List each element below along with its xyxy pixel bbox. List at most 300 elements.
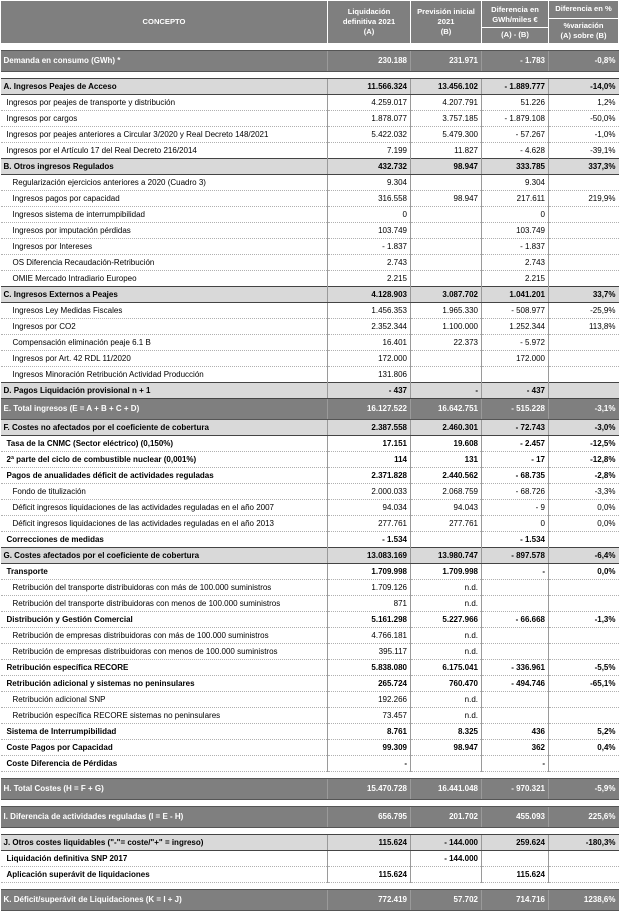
table-row bbox=[1, 95, 619, 111]
row-label: Retribución adicional y sistemas no peninsulares bbox=[1, 676, 328, 692]
row-label: Déficit ingresos liquidaciones de las actividades reguladas en el año 2007 bbox=[1, 500, 328, 516]
value-variacion: -3,0% bbox=[549, 420, 619, 436]
spacer-cell bbox=[1, 800, 619, 807]
value-liquidacion: - 1.534 bbox=[328, 532, 411, 548]
value-variacion bbox=[549, 367, 619, 383]
value-diferencia: 436 bbox=[482, 724, 549, 740]
value-diferencia: - 1.534 bbox=[482, 532, 549, 548]
value-liquidacion: 230.188 bbox=[328, 51, 411, 72]
table-row bbox=[1, 452, 619, 468]
value-liquidacion: 316.558 bbox=[328, 191, 411, 207]
row-label: Ingresos por imputación pérdidas bbox=[1, 223, 328, 239]
value-liquidacion: 99.309 bbox=[328, 740, 411, 756]
row-label: Ingresos por Art. 42 RDL 11/2020 bbox=[1, 351, 328, 367]
value-diferencia: 217.611 bbox=[482, 191, 549, 207]
value-variacion bbox=[549, 628, 619, 644]
value-diferencia: - 437 bbox=[482, 383, 549, 399]
header-col-b-line3: (B) bbox=[440, 27, 452, 36]
value-diferencia: - 1.889.777 bbox=[482, 79, 549, 95]
row-label: D. Pagos Liquidación provisional n + 1 bbox=[1, 383, 328, 399]
header-col-d bbox=[549, 1, 619, 44]
total-row bbox=[1, 779, 619, 800]
table-row bbox=[1, 644, 619, 660]
value-diferencia bbox=[482, 628, 549, 644]
value-diferencia: - 17 bbox=[482, 452, 549, 468]
row-label: H. Total Costes (H = F + G) bbox=[1, 779, 328, 800]
row-label: Ingresos por peajes de transporte y distribución bbox=[1, 95, 328, 111]
value-prevision bbox=[411, 175, 482, 191]
value-prevision: n.d. bbox=[411, 644, 482, 660]
total-row bbox=[1, 807, 619, 828]
value-liquidacion: 1.709.998 bbox=[328, 564, 411, 580]
value-diferencia: 1.252.344 bbox=[482, 319, 549, 335]
row-label: Retribución adicional SNP bbox=[1, 692, 328, 708]
value-variacion bbox=[549, 383, 619, 399]
value-variacion: -5,5% bbox=[549, 660, 619, 676]
value-prevision bbox=[411, 532, 482, 548]
value-variacion bbox=[549, 239, 619, 255]
value-liquidacion: 2.352.344 bbox=[328, 319, 411, 335]
value-liquidacion: 4.259.017 bbox=[328, 95, 411, 111]
value-liquidacion bbox=[328, 851, 411, 867]
value-prevision: 277.761 bbox=[411, 516, 482, 532]
value-prevision: 98.947 bbox=[411, 159, 482, 175]
value-prevision: 4.207.791 bbox=[411, 95, 482, 111]
value-variacion: 0,0% bbox=[549, 516, 619, 532]
table-row bbox=[1, 532, 619, 548]
table-row bbox=[1, 207, 619, 223]
header-concepto: CONCEPTO bbox=[1, 1, 328, 44]
value-liquidacion: 5.161.298 bbox=[328, 612, 411, 628]
value-liquidacion: 772.419 bbox=[328, 890, 411, 911]
value-variacion bbox=[549, 692, 619, 708]
table-row bbox=[1, 255, 619, 271]
value-diferencia: 362 bbox=[482, 740, 549, 756]
value-prevision: 22.373 bbox=[411, 335, 482, 351]
value-variacion: 0,0% bbox=[549, 564, 619, 580]
value-diferencia: 2.743 bbox=[482, 255, 549, 271]
value-variacion: -0,8% bbox=[549, 51, 619, 72]
value-prevision: 98.947 bbox=[411, 191, 482, 207]
value-variacion: 219,9% bbox=[549, 191, 619, 207]
table-row bbox=[1, 596, 619, 612]
value-variacion: -1,0% bbox=[549, 127, 619, 143]
table-row bbox=[1, 484, 619, 500]
value-liquidacion: 4.128.903 bbox=[328, 287, 411, 303]
spacer-cell bbox=[1, 828, 619, 835]
value-liquidacion: 2.215 bbox=[328, 271, 411, 287]
value-variacion: 33,7% bbox=[549, 287, 619, 303]
value-prevision: 16.642.751 bbox=[411, 399, 482, 420]
row-label: Retribución de empresas distribuidoras con más de 100.000 suministros bbox=[1, 628, 328, 644]
value-liquidacion: 2.743 bbox=[328, 255, 411, 271]
value-variacion bbox=[549, 207, 619, 223]
row-label: Ingresos Ley Medidas Fiscales bbox=[1, 303, 328, 319]
value-liquidacion: 11.566.324 bbox=[328, 79, 411, 95]
value-liquidacion: - 1.837 bbox=[328, 239, 411, 255]
value-diferencia: - 57.267 bbox=[482, 127, 549, 143]
spacer-row bbox=[1, 772, 619, 779]
value-prevision: 19.608 bbox=[411, 436, 482, 452]
value-prevision: 94.043 bbox=[411, 500, 482, 516]
value-diferencia: - bbox=[482, 756, 549, 772]
row-label: Tasa de la CNMC (Sector eléctrico) (0,150%) bbox=[1, 436, 328, 452]
value-diferencia: - 515.228 bbox=[482, 399, 549, 420]
value-variacion bbox=[549, 644, 619, 660]
value-prevision bbox=[411, 207, 482, 223]
value-variacion: -14,0% bbox=[549, 79, 619, 95]
row-label: Coste Diferencia de Pérdidas bbox=[1, 756, 328, 772]
row-label: C. Ingresos Externos a Peajes bbox=[1, 287, 328, 303]
value-variacion: -65,1% bbox=[549, 676, 619, 692]
row-label: Pagos de anualidades déficit de actividades reguladas bbox=[1, 468, 328, 484]
value-variacion bbox=[549, 756, 619, 772]
value-liquidacion: 17.151 bbox=[328, 436, 411, 452]
value-diferencia: - 68.735 bbox=[482, 468, 549, 484]
value-prevision: 131 bbox=[411, 452, 482, 468]
row-label: J. Otros costes liquidables ("-"= coste/"+" = ingreso) bbox=[1, 835, 328, 851]
value-liquidacion: 2.000.033 bbox=[328, 484, 411, 500]
value-diferencia: 259.624 bbox=[482, 835, 549, 851]
row-label: Correcciones de medidas bbox=[1, 532, 328, 548]
value-variacion bbox=[549, 271, 619, 287]
value-liquidacion: 2.387.558 bbox=[328, 420, 411, 436]
value-prevision: n.d. bbox=[411, 628, 482, 644]
value-diferencia: - 336.961 bbox=[482, 660, 549, 676]
value-diferencia: - bbox=[482, 564, 549, 580]
value-liquidacion: 94.034 bbox=[328, 500, 411, 516]
value-diferencia: 455.093 bbox=[482, 807, 549, 828]
value-liquidacion: 15.470.728 bbox=[328, 779, 411, 800]
spacer-row bbox=[1, 44, 619, 51]
value-diferencia: - 1.837 bbox=[482, 239, 549, 255]
table-row bbox=[1, 468, 619, 484]
value-diferencia bbox=[482, 692, 549, 708]
row-label: Ingresos sistema de interrumpibilidad bbox=[1, 207, 328, 223]
value-diferencia: - 494.746 bbox=[482, 676, 549, 692]
value-variacion: 5,2% bbox=[549, 724, 619, 740]
row-label: B. Otros ingresos Regulados bbox=[1, 159, 328, 175]
value-variacion bbox=[549, 708, 619, 724]
value-liquidacion: 2.371.828 bbox=[328, 468, 411, 484]
row-label: Aplicación superávit de liquidaciones bbox=[1, 867, 328, 883]
value-liquidacion: 172.000 bbox=[328, 351, 411, 367]
section-row bbox=[1, 159, 619, 175]
table-row bbox=[1, 111, 619, 127]
value-liquidacion: 16.127.522 bbox=[328, 399, 411, 420]
value-prevision: n.d. bbox=[411, 596, 482, 612]
value-prevision: 1.965.330 bbox=[411, 303, 482, 319]
value-liquidacion: 1.878.077 bbox=[328, 111, 411, 127]
row-label: I. Diferencia de actividades reguladas (I = E - H) bbox=[1, 807, 328, 828]
table-row bbox=[1, 223, 619, 239]
value-diferencia: - 897.578 bbox=[482, 548, 549, 564]
section-row bbox=[1, 287, 619, 303]
table-row bbox=[1, 367, 619, 383]
spacer-row bbox=[1, 72, 619, 79]
table-row bbox=[1, 436, 619, 452]
value-prevision: 1.709.998 bbox=[411, 564, 482, 580]
value-prevision bbox=[411, 367, 482, 383]
value-diferencia: - 2.457 bbox=[482, 436, 549, 452]
value-variacion: -3,1% bbox=[549, 399, 619, 420]
value-liquidacion: 7.199 bbox=[328, 143, 411, 159]
header-col-c bbox=[482, 1, 549, 44]
table-row bbox=[1, 303, 619, 319]
value-prevision: 3.757.185 bbox=[411, 111, 482, 127]
row-label: G. Costes afectados por el coeficiente de cobertura bbox=[1, 548, 328, 564]
table-row bbox=[1, 191, 619, 207]
row-label: Fondo de titulización bbox=[1, 484, 328, 500]
header-col-d-line1: Diferencia en % bbox=[549, 4, 618, 19]
value-variacion: -50,0% bbox=[549, 111, 619, 127]
row-label: Transporte bbox=[1, 564, 328, 580]
row-label: Ingresos por Intereses bbox=[1, 239, 328, 255]
row-label: Retribución específica RECORE sistemas no peninsulares bbox=[1, 708, 328, 724]
row-label: Liquidación definitiva SNP 2017 bbox=[1, 851, 328, 867]
row-label: Demanda en consumo (GWh) * bbox=[1, 51, 328, 72]
value-liquidacion: 1.456.353 bbox=[328, 303, 411, 319]
value-prevision bbox=[411, 351, 482, 367]
value-liquidacion: 115.624 bbox=[328, 835, 411, 851]
spacer-row bbox=[1, 800, 619, 807]
table-row bbox=[1, 271, 619, 287]
header-col-d-line3: (A) sobre (B) bbox=[560, 30, 607, 40]
value-variacion: -25,9% bbox=[549, 303, 619, 319]
value-liquidacion: 192.266 bbox=[328, 692, 411, 708]
row-label: Retribución del transporte distribuidoras con más de 100.000 suministros bbox=[1, 580, 328, 596]
table-header bbox=[1, 1, 619, 44]
value-diferencia: - 66.668 bbox=[482, 612, 549, 628]
value-liquidacion: 1.709.126 bbox=[328, 580, 411, 596]
table-row bbox=[1, 740, 619, 756]
section-row bbox=[1, 835, 619, 851]
value-prevision: 8.325 bbox=[411, 724, 482, 740]
table-row bbox=[1, 660, 619, 676]
value-liquidacion: 115.624 bbox=[328, 867, 411, 883]
value-variacion bbox=[549, 255, 619, 271]
value-prevision bbox=[411, 255, 482, 271]
value-liquidacion: 265.724 bbox=[328, 676, 411, 692]
value-variacion: 337,3% bbox=[549, 159, 619, 175]
value-variacion bbox=[549, 532, 619, 548]
value-prevision bbox=[411, 271, 482, 287]
value-variacion: -2,8% bbox=[549, 468, 619, 484]
table-row bbox=[1, 335, 619, 351]
table-row bbox=[1, 867, 619, 883]
value-liquidacion: 277.761 bbox=[328, 516, 411, 532]
value-variacion bbox=[549, 223, 619, 239]
value-liquidacion: 16.401 bbox=[328, 335, 411, 351]
spacer-cell bbox=[1, 44, 619, 51]
table-row bbox=[1, 239, 619, 255]
value-liquidacion: 13.083.169 bbox=[328, 548, 411, 564]
header-col-b bbox=[411, 1, 482, 44]
value-variacion bbox=[549, 335, 619, 351]
value-diferencia: 0 bbox=[482, 516, 549, 532]
value-prevision: 3.087.702 bbox=[411, 287, 482, 303]
value-variacion bbox=[549, 351, 619, 367]
value-variacion: 1238,6% bbox=[549, 890, 619, 911]
value-prevision: 1.100.000 bbox=[411, 319, 482, 335]
table-row bbox=[1, 612, 619, 628]
value-prevision: 16.441.048 bbox=[411, 779, 482, 800]
table-row bbox=[1, 676, 619, 692]
table-row bbox=[1, 851, 619, 867]
header-col-b-line2: 2021 bbox=[437, 17, 455, 26]
value-prevision: 13.980.747 bbox=[411, 548, 482, 564]
value-liquidacion: 4.766.181 bbox=[328, 628, 411, 644]
value-prevision: - 144.000 bbox=[411, 851, 482, 867]
value-liquidacion: 114 bbox=[328, 452, 411, 468]
row-label: OS Diferencia Recaudación-Retribución bbox=[1, 255, 328, 271]
header-col-d-line2: %variación bbox=[563, 20, 604, 30]
value-variacion: 225,6% bbox=[549, 807, 619, 828]
value-prevision: 760.470 bbox=[411, 676, 482, 692]
value-variacion bbox=[549, 580, 619, 596]
header-col-b-line1: Previsión inicial bbox=[417, 7, 475, 16]
value-prevision: 13.456.102 bbox=[411, 79, 482, 95]
section-row bbox=[1, 383, 619, 399]
value-prevision bbox=[411, 867, 482, 883]
value-diferencia: - 72.743 bbox=[482, 420, 549, 436]
row-label: OMIE Mercado Intradiario Europeo bbox=[1, 271, 328, 287]
value-variacion bbox=[549, 851, 619, 867]
table-row bbox=[1, 756, 619, 772]
value-variacion: -12,8% bbox=[549, 452, 619, 468]
row-label: Ingresos pagos por capacidad bbox=[1, 191, 328, 207]
value-liquidacion: 73.457 bbox=[328, 708, 411, 724]
spacer-cell bbox=[1, 72, 619, 79]
header-col-c-line2: GWh/miles € bbox=[482, 15, 548, 28]
table-row bbox=[1, 127, 619, 143]
value-diferencia bbox=[482, 367, 549, 383]
row-label: Ingresos por cargos bbox=[1, 111, 328, 127]
value-prevision: - bbox=[411, 383, 482, 399]
value-variacion bbox=[549, 596, 619, 612]
value-liquidacion: 5.838.080 bbox=[328, 660, 411, 676]
row-label: Distribución y Gestión Comercial bbox=[1, 612, 328, 628]
value-liquidacion: - bbox=[328, 756, 411, 772]
value-prevision: 5.479.300 bbox=[411, 127, 482, 143]
value-diferencia bbox=[482, 580, 549, 596]
value-variacion: -6,4% bbox=[549, 548, 619, 564]
value-prevision: n.d. bbox=[411, 692, 482, 708]
table-body bbox=[1, 44, 619, 911]
value-diferencia bbox=[482, 596, 549, 612]
header-col-a-line1: Liquidación bbox=[347, 7, 391, 16]
value-variacion bbox=[549, 867, 619, 883]
table-row bbox=[1, 724, 619, 740]
value-variacion: -39,1% bbox=[549, 143, 619, 159]
value-prevision: n.d. bbox=[411, 580, 482, 596]
table-row bbox=[1, 708, 619, 724]
value-prevision: 11.827 bbox=[411, 143, 482, 159]
spacer-row bbox=[1, 883, 619, 890]
value-diferencia: 0 bbox=[482, 207, 549, 223]
table-row bbox=[1, 580, 619, 596]
value-diferencia: - 5.972 bbox=[482, 335, 549, 351]
value-liquidacion: 131.806 bbox=[328, 367, 411, 383]
section-row bbox=[1, 420, 619, 436]
value-liquidacion: 0 bbox=[328, 207, 411, 223]
value-diferencia: - 9 bbox=[482, 500, 549, 516]
value-liquidacion: 103.749 bbox=[328, 223, 411, 239]
value-liquidacion: 5.422.032 bbox=[328, 127, 411, 143]
row-label: Retribución de empresas distribuidoras con menos de 100.000 suministros bbox=[1, 644, 328, 660]
section-row bbox=[1, 79, 619, 95]
value-liquidacion: 395.117 bbox=[328, 644, 411, 660]
value-diferencia: 103.749 bbox=[482, 223, 549, 239]
value-variacion: 1,2% bbox=[549, 95, 619, 111]
value-prevision: 6.175.041 bbox=[411, 660, 482, 676]
total-row bbox=[1, 51, 619, 72]
table-row bbox=[1, 175, 619, 191]
value-liquidacion: 656.795 bbox=[328, 807, 411, 828]
header-col-a bbox=[328, 1, 411, 44]
value-diferencia: 1.041.201 bbox=[482, 287, 549, 303]
total-row bbox=[1, 890, 619, 911]
value-prevision: 57.702 bbox=[411, 890, 482, 911]
value-prevision: 5.227.966 bbox=[411, 612, 482, 628]
spacer-cell bbox=[1, 883, 619, 890]
row-label: Coste Pagos por Capacidad bbox=[1, 740, 328, 756]
row-label: Ingresos Minoración Retribución Actividad Producción bbox=[1, 367, 328, 383]
value-variacion: 0,4% bbox=[549, 740, 619, 756]
header-col-c-line1: Diferencia en bbox=[491, 4, 539, 14]
value-diferencia bbox=[482, 851, 549, 867]
value-variacion: -1,3% bbox=[549, 612, 619, 628]
row-label: Déficit ingresos liquidaciones de las actividades reguladas en el año 2013 bbox=[1, 516, 328, 532]
value-variacion: 113,8% bbox=[549, 319, 619, 335]
value-diferencia: - 508.977 bbox=[482, 303, 549, 319]
table-row bbox=[1, 692, 619, 708]
table-row bbox=[1, 143, 619, 159]
row-label: Regularización ejercicios anteriores a 2020 (Cuadro 3) bbox=[1, 175, 328, 191]
value-diferencia: 2.215 bbox=[482, 271, 549, 287]
table-row bbox=[1, 500, 619, 516]
value-diferencia: 9.304 bbox=[482, 175, 549, 191]
value-diferencia: - 1.783 bbox=[482, 51, 549, 72]
table-row bbox=[1, 319, 619, 335]
value-liquidacion: 432.732 bbox=[328, 159, 411, 175]
value-prevision bbox=[411, 239, 482, 255]
value-prevision: 201.702 bbox=[411, 807, 482, 828]
header-col-a-line3: (A) bbox=[363, 27, 375, 36]
value-diferencia: - 4.628 bbox=[482, 143, 549, 159]
table-row bbox=[1, 351, 619, 367]
value-prevision bbox=[411, 756, 482, 772]
value-variacion: 0,0% bbox=[549, 500, 619, 516]
value-diferencia bbox=[482, 644, 549, 660]
header-col-c-line3: (A) - (B) bbox=[501, 29, 529, 39]
table-row bbox=[1, 564, 619, 580]
value-diferencia: 172.000 bbox=[482, 351, 549, 367]
value-variacion: -180,3% bbox=[549, 835, 619, 851]
table-row bbox=[1, 628, 619, 644]
value-prevision: 231.971 bbox=[411, 51, 482, 72]
value-liquidacion: - 437 bbox=[328, 383, 411, 399]
value-diferencia bbox=[482, 708, 549, 724]
row-label: Retribución del transporte distribuidoras con menos de 100.000 suministros bbox=[1, 596, 328, 612]
header-col-a-line2: definitiva 2021 bbox=[342, 17, 396, 26]
value-prevision: 2.460.301 bbox=[411, 420, 482, 436]
table-row bbox=[1, 516, 619, 532]
value-prevision: 2.068.759 bbox=[411, 484, 482, 500]
section-row bbox=[1, 548, 619, 564]
value-liquidacion: 9.304 bbox=[328, 175, 411, 191]
value-variacion: -5,9% bbox=[549, 779, 619, 800]
